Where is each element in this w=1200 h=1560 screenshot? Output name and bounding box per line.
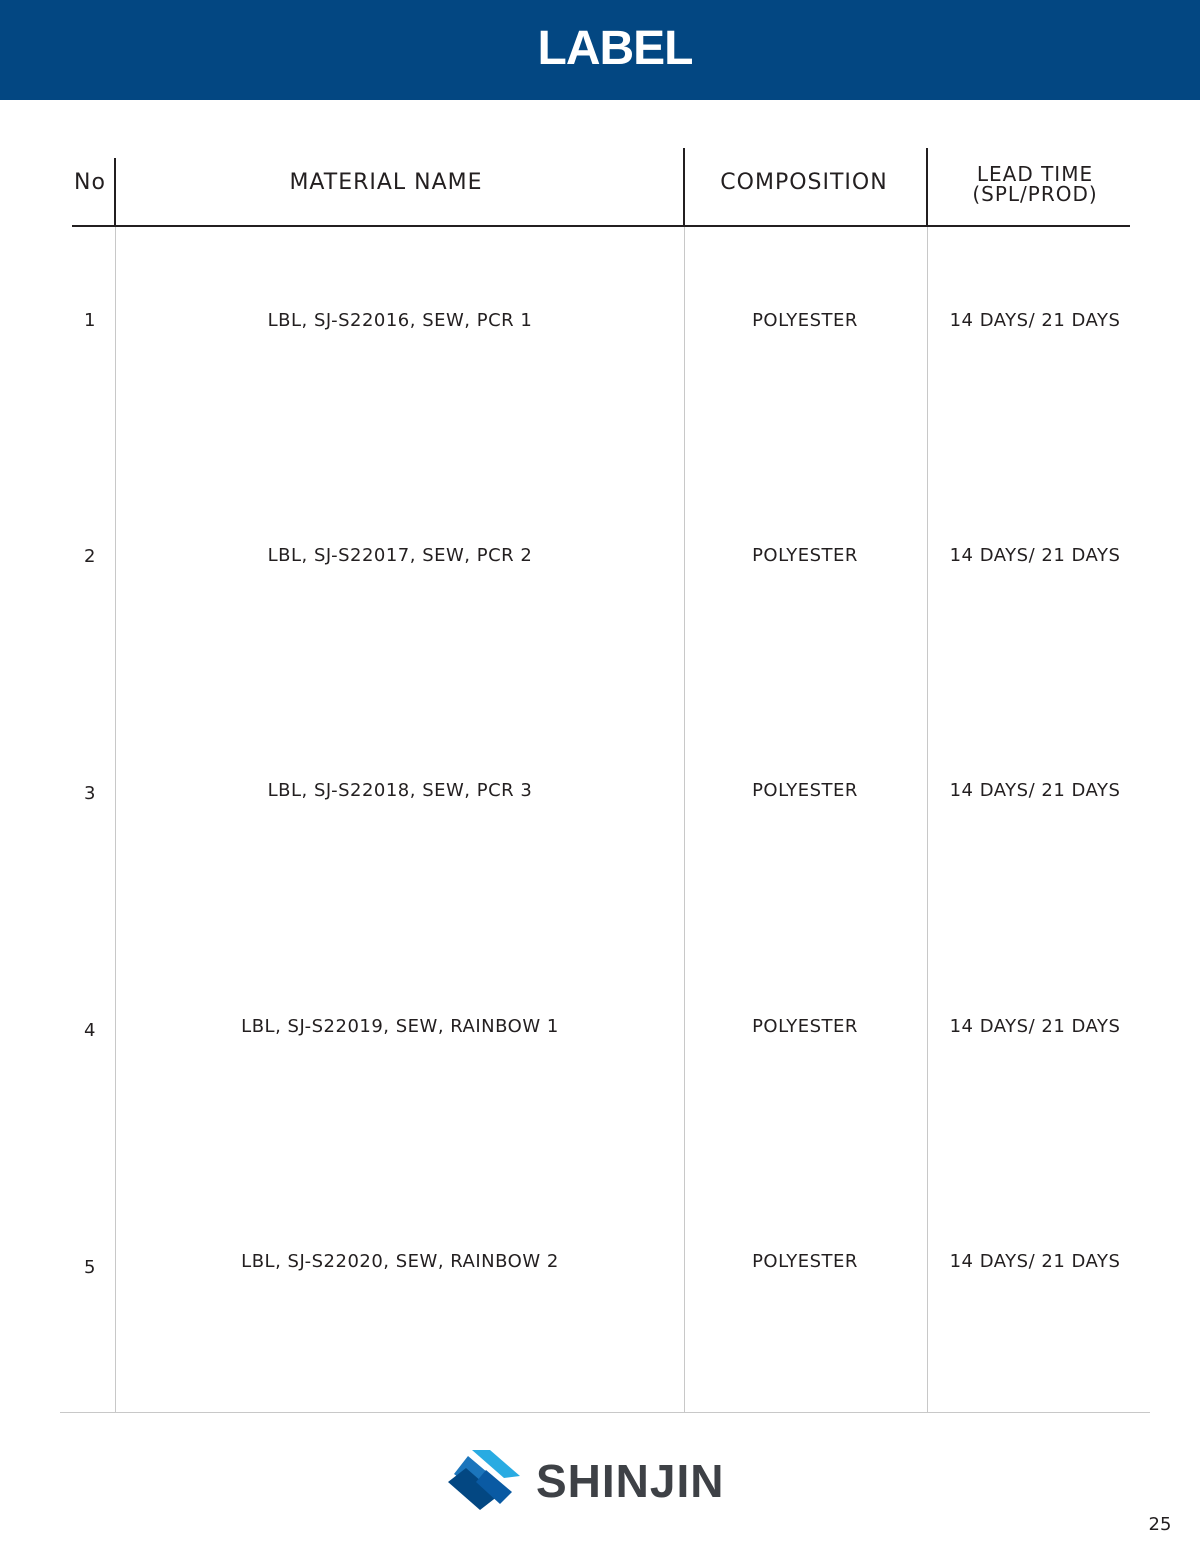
table-row-5-material-name: LBL, SJ-S22020, SEW, RAINBOW 2	[241, 1251, 559, 1272]
page-number: 25	[1148, 1514, 1172, 1535]
table-row-5-lead-time: 14 DAYS/ 21 DAYS	[949, 1251, 1121, 1272]
table-row-4-composition: POLYESTER	[752, 1016, 858, 1037]
table-row-3-lead-time: 14 DAYS/ 21 DAYS	[949, 780, 1121, 801]
table-row-4-lead-time: 14 DAYS/ 21 DAYS	[949, 1016, 1121, 1037]
column-divider-composition	[927, 227, 928, 1413]
header-divider-composition	[926, 148, 928, 226]
lead-time-label: LEAD TIME	[976, 162, 1094, 186]
table-row-1-no: 1	[84, 310, 96, 331]
column-divider-material	[684, 227, 685, 1413]
table-bottom-rule	[60, 1412, 1150, 1413]
table-row-2-material-name: LBL, SJ-S22017, SEW, PCR 2	[267, 545, 533, 566]
title-bar	[0, 0, 1200, 100]
table-row-1-material-name: LBL, SJ-S22016, SEW, PCR 1	[267, 310, 533, 331]
header-underline	[72, 225, 1130, 227]
shinjin-logo-icon	[446, 1448, 526, 1514]
column-header-lead-time	[935, 164, 1135, 204]
brand-logo	[446, 1448, 762, 1514]
column-divider-no	[115, 227, 116, 1413]
brand-name: SHINJIN	[536, 1455, 725, 1507]
column-header-material-name: MATERIAL NAME	[289, 170, 483, 195]
table-row-1-composition: POLYESTER	[752, 310, 858, 331]
table-row-4-no: 4	[84, 1020, 96, 1041]
column-header-no: No	[74, 170, 106, 195]
table-row-5-no: 5	[84, 1257, 96, 1278]
table-row-5-composition: POLYESTER	[752, 1251, 858, 1272]
table-row-2-no: 2	[84, 546, 96, 567]
lead-time-subtitle: (SPL/PROD)	[972, 182, 1098, 206]
table-row-2-composition: POLYESTER	[752, 545, 858, 566]
table-row-1-lead-time: 14 DAYS/ 21 DAYS	[949, 310, 1121, 331]
table-row-3-no: 3	[84, 783, 96, 804]
table-row-4-material-name: LBL, SJ-S22019, SEW, RAINBOW 1	[241, 1016, 559, 1037]
table-row-3-composition: POLYESTER	[752, 780, 858, 801]
table-row-3-material-name: LBL, SJ-S22018, SEW, PCR 3	[267, 780, 533, 801]
column-header-composition: COMPOSITION	[720, 170, 888, 195]
table-row-2-lead-time: 14 DAYS/ 21 DAYS	[949, 545, 1121, 566]
page-title: LABEL	[537, 21, 693, 75]
